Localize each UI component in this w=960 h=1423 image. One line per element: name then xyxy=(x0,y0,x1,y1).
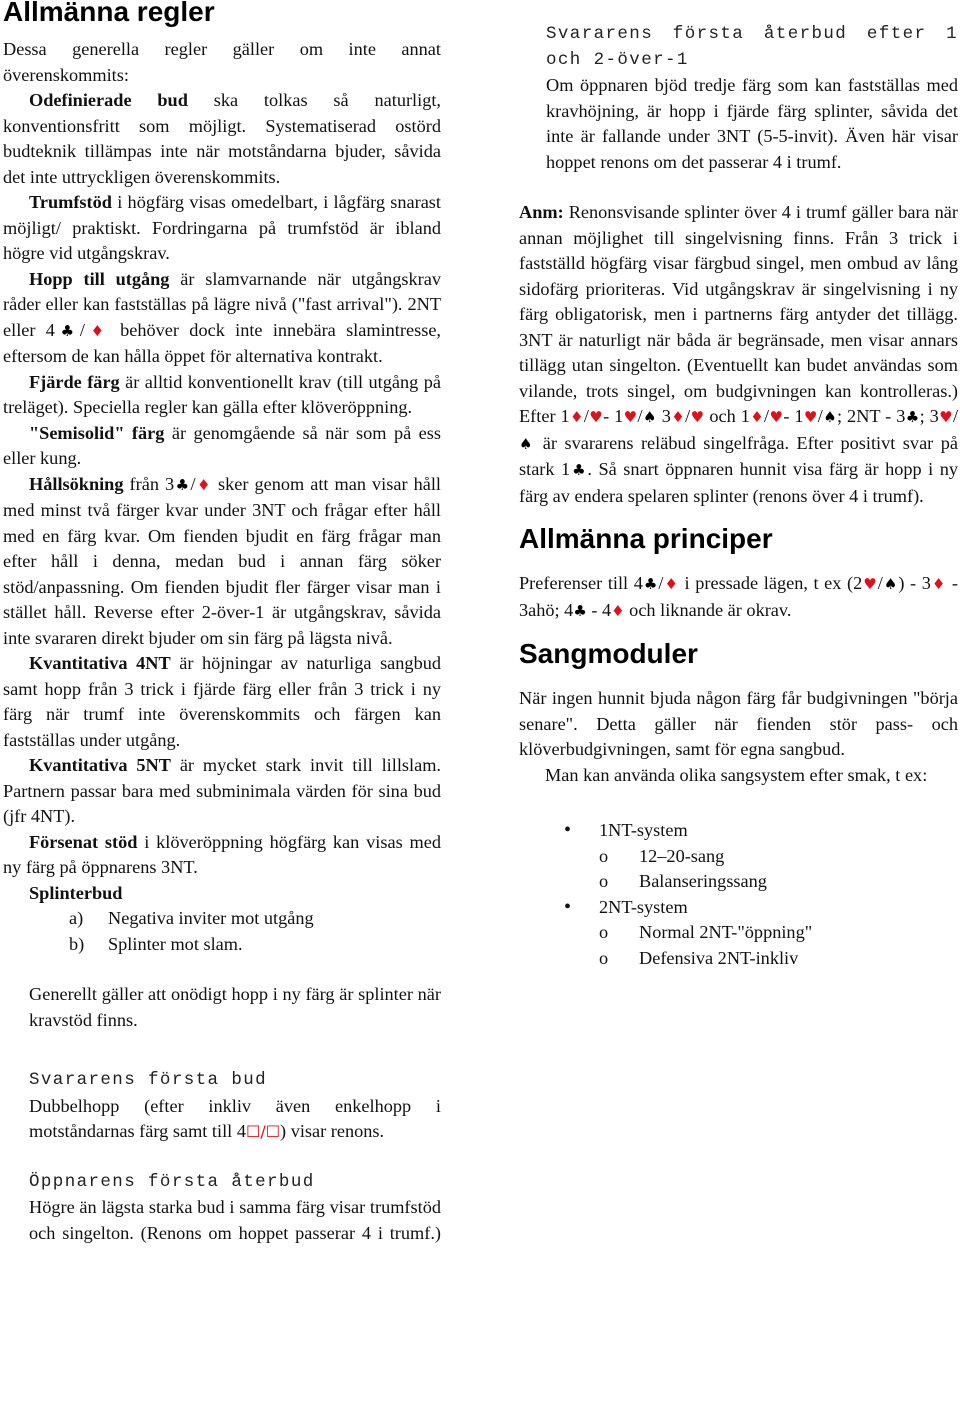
principer-title: Allmänna principer xyxy=(519,523,773,554)
k4-text: är höjningar av naturliga sangbud samt hopp från 3 trick i fjärde färg eller från 3 trick i ny färg när trumf inte överenskommits och färgen kan fastställas under utgång. xyxy=(3,653,441,750)
sub-bullet-icon: o xyxy=(599,947,609,968)
opp-paragraph: Högre än lägsta starka bud i samma färg visar trumfstöd och singelton. (Renons om hoppet passerar 4 i trumf.) xyxy=(29,1197,441,1243)
spade-icon: ♠ xyxy=(642,408,657,426)
sang-title: Sangmoduler xyxy=(519,638,698,669)
heart-icon: ♥ xyxy=(690,408,705,426)
heart-icon: ♥ xyxy=(769,408,784,426)
fors-text: i klöveröppning högfärg kan visas med ny färg på öppnarens 3NT. xyxy=(3,831,441,877)
list-item xyxy=(599,869,958,895)
club-icon: ♣ xyxy=(54,321,80,340)
list-item xyxy=(564,895,958,921)
principer-text-6: och liknande är okrav. xyxy=(624,599,792,620)
slash: / xyxy=(952,406,959,426)
system-name: 1NT-system xyxy=(599,820,688,840)
digit: 3 xyxy=(929,406,939,426)
list-text: Splinter mot slam. xyxy=(108,933,243,954)
list-item xyxy=(69,906,441,932)
list-item xyxy=(599,920,958,946)
digit: 1 xyxy=(614,406,624,426)
hopp-paragraph xyxy=(3,267,441,370)
principer-text-5: - 4 xyxy=(586,599,612,620)
hall-paragraph xyxy=(3,472,441,652)
bullet-icon: • xyxy=(564,895,572,918)
svar-paragraph xyxy=(29,1094,441,1145)
svar-after-heading: Svararens första återbud efter 1 och 2-över-1 xyxy=(546,24,958,70)
hall-text-2: sker genom att man visar håll med minst två färger kvar under 3NT och frågar efter håll med en färg kvar. Om fienden bjudit en färg frågar man efter håll i denna, medan bud i annan färg söker stöd/anpassning. Om fienden bjudit fler färger visar man i stället håll. Reverse efter 2-över-1 är utgångskrav, såvida inte svararen direkt bjuder om sin färg på lägsta nivå. xyxy=(3,473,441,648)
sub-item-text: Balanseringssang xyxy=(639,871,767,891)
sub-bullet-icon: o xyxy=(599,922,609,942)
sub-item-text: Normal 2NT-"öppning" xyxy=(639,922,813,942)
hopp-text-1: är slamvarnande när utgångskrav råder eller kan fastställas på lägre nivå ("fast arrival"). 2NT eller 4 xyxy=(3,268,441,340)
splinter-title: Splinterbud xyxy=(29,882,123,903)
trumf-term: Trumfstöd xyxy=(29,192,112,212)
slash: / xyxy=(637,406,643,426)
diamond-icon: ♦ xyxy=(749,408,765,426)
hall-term: Hållsökning xyxy=(29,473,124,494)
principer-text-4: - 3ahö; 4 xyxy=(519,573,959,620)
club-icon: ♣ xyxy=(573,601,587,620)
digit: 3 xyxy=(661,406,671,426)
slash: / xyxy=(817,406,823,426)
sub-bullet-icon: o xyxy=(599,845,609,866)
heart-icon: ♥ xyxy=(938,408,953,426)
anm-text-1: Renonsvisande splinter över 4 i trumf gäller bara när annan möjlighet till singelvisning finns. Från 3 trick i fastställd högfärg visar färgbud singel, men ombud av lång sidofärg prioriteras. Vid utgångskrav är singelvisning i ny färg obligatorisk, men i partnerns färg antyder det tillägg. 3NT är naturligt när båda är begränsade, men visar annars tillägg utan singelton. (Eventuellt kan budet användas som vilande, trots singel, om budgivningen kan kontrolleras.) Efter 1 xyxy=(519,202,958,426)
anm-paragraph xyxy=(519,200,958,509)
heart-icon: ♥ xyxy=(623,408,638,426)
anm-term: Anm: xyxy=(519,202,564,222)
svar-after-paragraph: Om öppnaren bjöd tredje färg som kan fastställas med kravhöjning, är hopp i fjärde färg splinter, såvida det inte är fallande under 3NT (5-5-invit). Även här visar hoppet renons om det passerar 4 i trumf. xyxy=(546,75,958,172)
diamond-icon: ♦ xyxy=(84,321,110,340)
fjarde-paragraph xyxy=(3,370,441,421)
diamond-icon: ♦ xyxy=(930,575,947,593)
svar-text-1: Dubbelhopp (efter inkliv även enkelhopp i motståndarnas färg samt till 4 xyxy=(29,1095,441,1141)
svar-heading: Svararens första bud xyxy=(29,1070,268,1090)
svar-after-block xyxy=(519,0,958,175)
semi-paragraph xyxy=(3,421,441,472)
k5-term: Kvantitativa 5NT xyxy=(29,755,171,775)
slash: / xyxy=(79,319,85,340)
diamond-icon: ♦ xyxy=(569,408,584,426)
bullet-icon: • xyxy=(564,819,572,841)
dash: - xyxy=(783,406,790,426)
spade-icon: ♠ xyxy=(822,408,838,426)
list-item xyxy=(564,818,958,844)
principer-text: Preferenser till 4 xyxy=(519,573,643,593)
k4-paragraph xyxy=(3,651,441,753)
heart-icon: ♥ xyxy=(862,575,878,593)
k5-text: är mycket stark invit till lillslam. Partnern passar bara med subminimala värden för sina bud (jfr 4NT). xyxy=(3,755,442,826)
opp-heading: Öppnarens första återbud xyxy=(29,1171,315,1192)
principer-text-2: i pressade lägen, t ex (2 xyxy=(678,573,863,593)
principer-paragraph xyxy=(519,571,958,624)
generellt-paragraph: Generellt gäller att onödigt hopp i ny färg är splinter när kravstöd finns. xyxy=(29,984,441,1030)
semicolon: ; xyxy=(919,406,925,426)
semi-text: är genomgående så när som på ess eller kung. xyxy=(3,422,441,468)
fors-paragraph xyxy=(3,830,441,881)
trumf-paragraph xyxy=(3,190,441,267)
sang-paragraph-1: När ingen hunnit bjuda någon färg får budgivningen "börja senare". Detta gäller när fienden stör pass- och klöverbudgivningen, samt för egna sangbud. xyxy=(519,688,958,759)
diamond-icon: ♦ xyxy=(611,601,625,620)
club-icon: ♣ xyxy=(570,461,588,479)
slash: / xyxy=(764,406,770,426)
slash: / xyxy=(190,473,196,494)
svar-text-2: ) visar renons. xyxy=(280,1121,385,1141)
trumf-text: i högfärg visas omedelbart, i lågfärg snarast möjligt/ praktiskt. Fordringarna på trumfstöd är ibland högre vid utgångskrav. xyxy=(3,192,441,263)
fjarde-term: Fjärde färg xyxy=(29,371,120,392)
k4-term: Kvantitativa 4NT xyxy=(29,653,171,673)
anm-text-5: . Så snart öppnaren hunnit visa färg är hopp i ny färg av endera spelaren splinter (renons över 4 i trumf). xyxy=(519,459,958,506)
club-icon: ♣ xyxy=(905,408,920,426)
list-item xyxy=(599,844,958,870)
diamond-icon: ♦ xyxy=(195,475,212,494)
anm-text-4: är svararens reläbud singelfråga. Efter positivt svar på stark 1 xyxy=(519,432,958,479)
slash: / xyxy=(685,406,691,426)
left-column xyxy=(3,0,441,1246)
digit: 1 xyxy=(794,406,804,426)
sang-system-list xyxy=(564,818,958,971)
list-item xyxy=(599,946,958,972)
semi-term: "Semisolid" färg xyxy=(29,422,165,443)
intro-paragraph: Dessa generella regler gäller om inte annat överenskommits: xyxy=(3,39,441,85)
right-column xyxy=(519,0,958,971)
diamond-icon: ♦ xyxy=(670,408,686,426)
dash: - xyxy=(603,406,610,426)
anm-text-3: ; 2NT - 3 xyxy=(837,406,906,426)
left-lower-block xyxy=(3,982,441,1246)
odef-term: Odefinierade bud xyxy=(29,90,188,110)
diamond-icon: ♦ xyxy=(663,575,679,593)
odef-text: ska tolkas så naturligt, konventionsfritt som möjligt. Systematiserad ostörd budteknik tillämpas inte när motståndarna bjuder, såvida det inte uttryckligen överenskommits. xyxy=(3,90,442,187)
k5-paragraph xyxy=(3,753,441,830)
club-icon: ♣ xyxy=(174,475,191,494)
sub-item-text: Defensiva 2NT-inkliv xyxy=(639,947,799,968)
spade-icon: ♠ xyxy=(519,434,536,453)
fors-term: Försenat stöd xyxy=(29,831,138,852)
heart-icon: ♥ xyxy=(803,408,818,426)
hopp-text-2: behöver dock inte innebära slamintresse, eftersom de kan hålla öppet för alternativa kontrakt. xyxy=(3,319,442,366)
page-title: Allmänna regler xyxy=(3,0,215,27)
hopp-term: Hopp till utgång xyxy=(29,268,170,289)
anm-text-2: och 1 xyxy=(704,406,750,426)
spade-icon: ♠ xyxy=(882,575,899,593)
list-marker: b) xyxy=(69,933,85,954)
club-icon: ♣ xyxy=(642,575,659,593)
list-text: Negativa inviter mot utgång xyxy=(108,908,314,928)
hall-text-1: från 3 xyxy=(123,473,175,494)
slash: / xyxy=(877,573,883,593)
splinter-list xyxy=(69,906,441,957)
list-marker: a) xyxy=(69,908,84,928)
principer-text-3: ) - 3 xyxy=(898,573,931,593)
sang-paragraph-2: Man kan använda olika sangsystem efter smak, t ex: xyxy=(545,764,928,785)
odef-paragraph xyxy=(3,88,441,190)
slash: / xyxy=(658,573,664,593)
system-name: 2NT-system xyxy=(599,896,688,917)
sub-item-text: 12–20-sang xyxy=(639,845,725,866)
fjarde-text: är alltid konventionellt krav (till utgång på treläget). Speciella regler kan gälla efter klöveröppning. xyxy=(3,371,441,417)
list-item xyxy=(69,932,441,958)
heart-icon: ♥ xyxy=(588,408,604,426)
glitch-symbols: ☐/☐ xyxy=(245,1122,281,1141)
sub-bullet-icon: o xyxy=(599,871,609,891)
slash: / xyxy=(583,406,589,426)
